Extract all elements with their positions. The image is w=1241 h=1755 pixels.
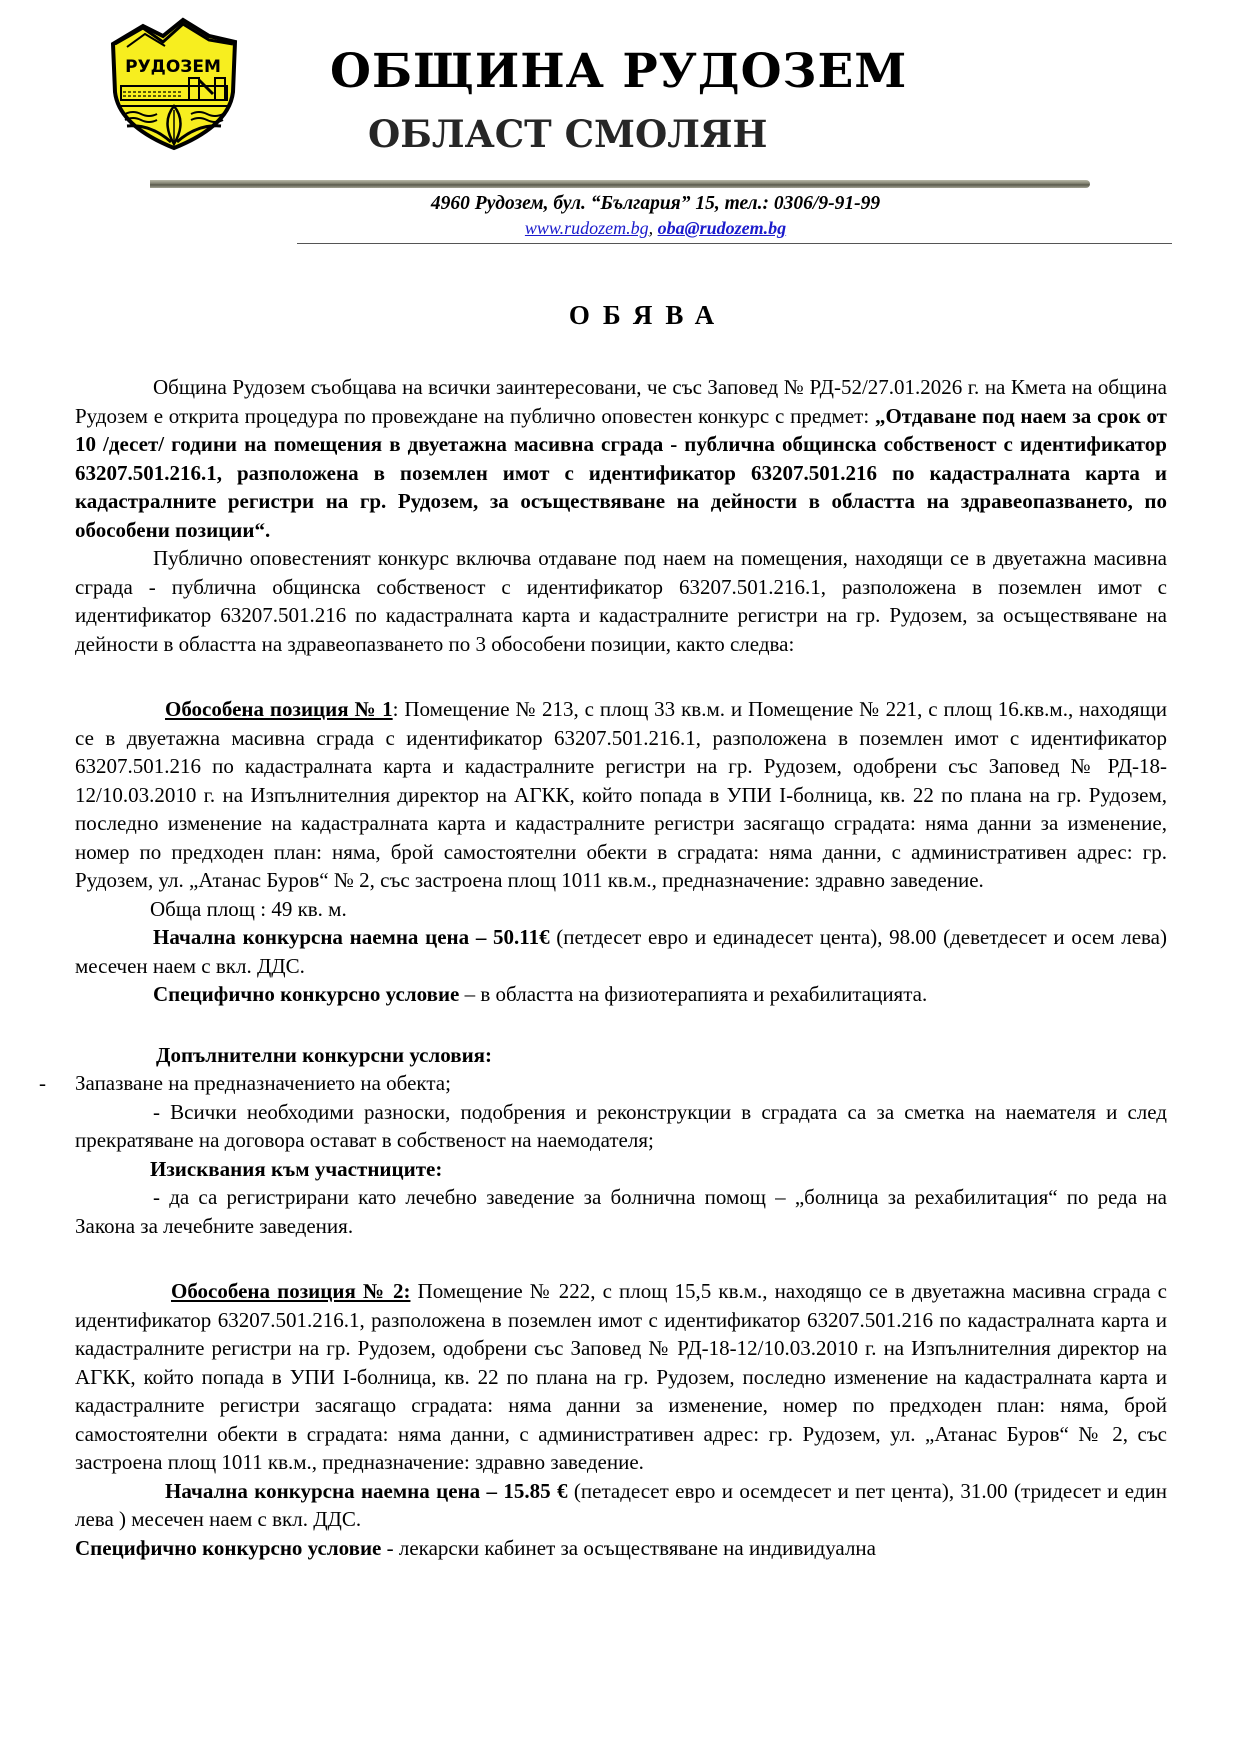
svg-text:РУДОЗЕМ: РУДОЗЕМ <box>125 57 221 77</box>
position-1-paragraph: Обособена позиция № 1: Помещение № 213, с площ 33 кв.м. и Помещение № 221, с площ 16.кв.м., находящи се в двуетажна масивна сграда с идентификатор 63207.501.216.1, разположена в поземлен имот с идентификатор 63207.501.216 по кадастралната карта и кадастралните регистри на гр. Рудозем, одобрени със Заповед № РД-18-12/10.03.2010 г. на Изпълнителния директор на АГКК, който попада в УПИ I-болница, кв. 22 по плана на гр. Рудозем, последно изменение на кадастралната карта и кадастралните регистри засягащо сградата: няма данни за изменение, номер по предходен план: няма, брой самостоятелни обекти в сградата: няма данни, с административен адрес: гр. Рудозем, ул. „Атанас Буров“ № 2, със застроена площ 1011 кв.м., предназначение: здравно заведение. <box>75 697 1167 892</box>
coat-of-arms-icon <box>105 14 243 152</box>
position-1-price <box>75 923 1167 980</box>
intro-paragraph <box>75 373 1167 544</box>
header-underline <box>297 243 1172 244</box>
municipality-logo <box>105 14 243 152</box>
position-2-label: Обособена позиция № 2: <box>171 1279 411 1303</box>
additional-conditions-title: Допълнителни конкурсни условия: <box>156 1042 493 1067</box>
intro-text: Община Рудозем съобщава на всички заинтересовани, че със Заповед № РД-52/27.01.2026 г. на Кмета на община Рудозем е открита процедура по провеждане на публично оповестен конкурс с предмет: <box>75 375 1167 428</box>
additional-condition-item: - Всички необходими разноски, подобрения и реконструкции в сградата са за сметка на наемателя и след прекратяване на договора остават в собственост на наемодателя; <box>75 1099 1167 1152</box>
region-subtitle: ОБЛАСТ СМОЛЯН <box>368 112 768 156</box>
position-1-price-label: Начална конкурсна наемна цена – 50.11€ <box>153 925 550 949</box>
position-2-price-label: Начална конкурсна наемна цена – 15.85 € <box>165 1478 568 1503</box>
subject-text: „Отдаване под наем за срок от 10 /десет/ години на помещения в двуетажна масивна сграда - публична общинска собственост с идентификатор 63207.501.216.1, разположена в поземлен имот с идентификатор 63207.501.216 по кадастралната карта и кадастралните регистри на гр. Рудозем, за осъществяване на дейности в областта на здравеопазването, по обособени позиции“. <box>75 403 1167 542</box>
link-separator: , <box>648 218 658 238</box>
municipality-title: ОБЩИНА РУДОЗЕМ <box>330 44 908 99</box>
website-link[interactable]: www.rudozem.bg <box>524 218 649 238</box>
email-link[interactable]: oba@rudozem.bg <box>657 218 787 238</box>
position-2-price-text: (петадесет евро и осемдесет и пет цента), 31.00 (тридесет и един лева ) месечен наем с вкл. ДДС. <box>75 1478 1167 1531</box>
notice-body <box>39 373 1167 1562</box>
contact-address: 4960 Рудозем, бул. “България” 15, тел.: 0306/9-91-99 <box>430 193 881 214</box>
requirement-item: - да са регистрирани като лечебно заведение за болнична помощ – „болница за рехабилитация“ по реда на Закона за лечебните заведения. <box>75 1185 1167 1238</box>
position-2-description: Помещение № 222, с площ 15,5 кв.м., находящо се в двуетажна масивна сграда с идентификатор 63207.501.216.1, разположена в поземлен имот с идентификатор 63207.501.216 по кадастралната карта и кадастралните регистри на гр. Рудозем, одобрени със Заповед № РД-18-12/10.03.2010 г. на Изпълнителния директор на АГКК, който попада в УПИ I-болница, кв. 22 по плана на гр. Рудозем, последно изменение на кадастралната карта и кадастралните регистри засягащо сградата: няма данни за изменение, номер по предходен план: няма, брой самостоятелни обекти в сградата: няма данни, с административен адрес: гр. Рудозем, ул. „Атанас Буров“ № 2, със застроена площ 1011 кв.м., предназначение: здравно заведение. <box>75 1279 1167 1474</box>
notice-title: ОБЯВА <box>568 300 728 330</box>
position-1-description: Помещение № 213, с площ 33 кв.м. и Помещение № 221, с площ 16.кв.м., находящи се в двуетажна масивна сграда с идентификатор 63207.501.216.1, разположена в поземлен имот с идентификатор 63207.501.216 по кадастралната карта и кадастралните регистри на гр. Рудозем, одобрени със Заповед № РД-18-12/10.03.2010 г. на Изпълнителния директор на АГКК, който попада в УПИ I-болница, кв. 22 по плана на гр. Рудозем, последно изменение на кадастралната карта и кадастралните регистри засягащо сградата: няма данни за изменение, номер по предходен план: няма, брой самостоятелни обекти в сградата: няма данни, с административен адрес: гр. Рудозем, ул. „Атанас Буров“ № 2, със застроена площ 1011 кв.м., предназначение: здравно заведение. <box>75 697 1167 892</box>
position-1-price-text: (петдесет евро и единадесет цента), 98.00 (деветдесет и осем лева) месечен наем с вкл. ДДС. <box>75 925 1167 978</box>
header-divider <box>150 180 1090 188</box>
position-1-label: Обособена позиция № 1 <box>165 697 393 721</box>
contact-links <box>0 218 1241 239</box>
position-1-specific-condition: Специфично конкурсно условие – в областта на физиотерапията и рехабилитацията. <box>153 982 928 1006</box>
position-1-total-area: Обща площ : 49 кв. м. <box>150 896 347 921</box>
scope-paragraph: Публично оповестеният конкурс включва отдаване под наем на помещения, находящи се в двуетажна масивна сграда - публична общинска собственост с идентификатор 63207.501.216.1, разположена в поземлен имот с идентификатор 63207.501.216 по кадастралната карта и кадастралните регистри на гр. Рудозем, за осъществяване на дейности в областта на здравеопазването по 3 обособени позиции, както следва: <box>75 546 1167 656</box>
position-2-paragraph <box>75 1277 1167 1477</box>
requirements-title: Изисквания към участниците: <box>150 1156 443 1181</box>
position-2-price <box>75 1477 1167 1534</box>
position-2-specific-condition: Специфично конкурсно условие - лекарски кабинет за осъществяване на индивидуална <box>75 1535 876 1560</box>
additional-condition-item: - Запазване на предназначението на обекта; <box>39 1071 451 1095</box>
